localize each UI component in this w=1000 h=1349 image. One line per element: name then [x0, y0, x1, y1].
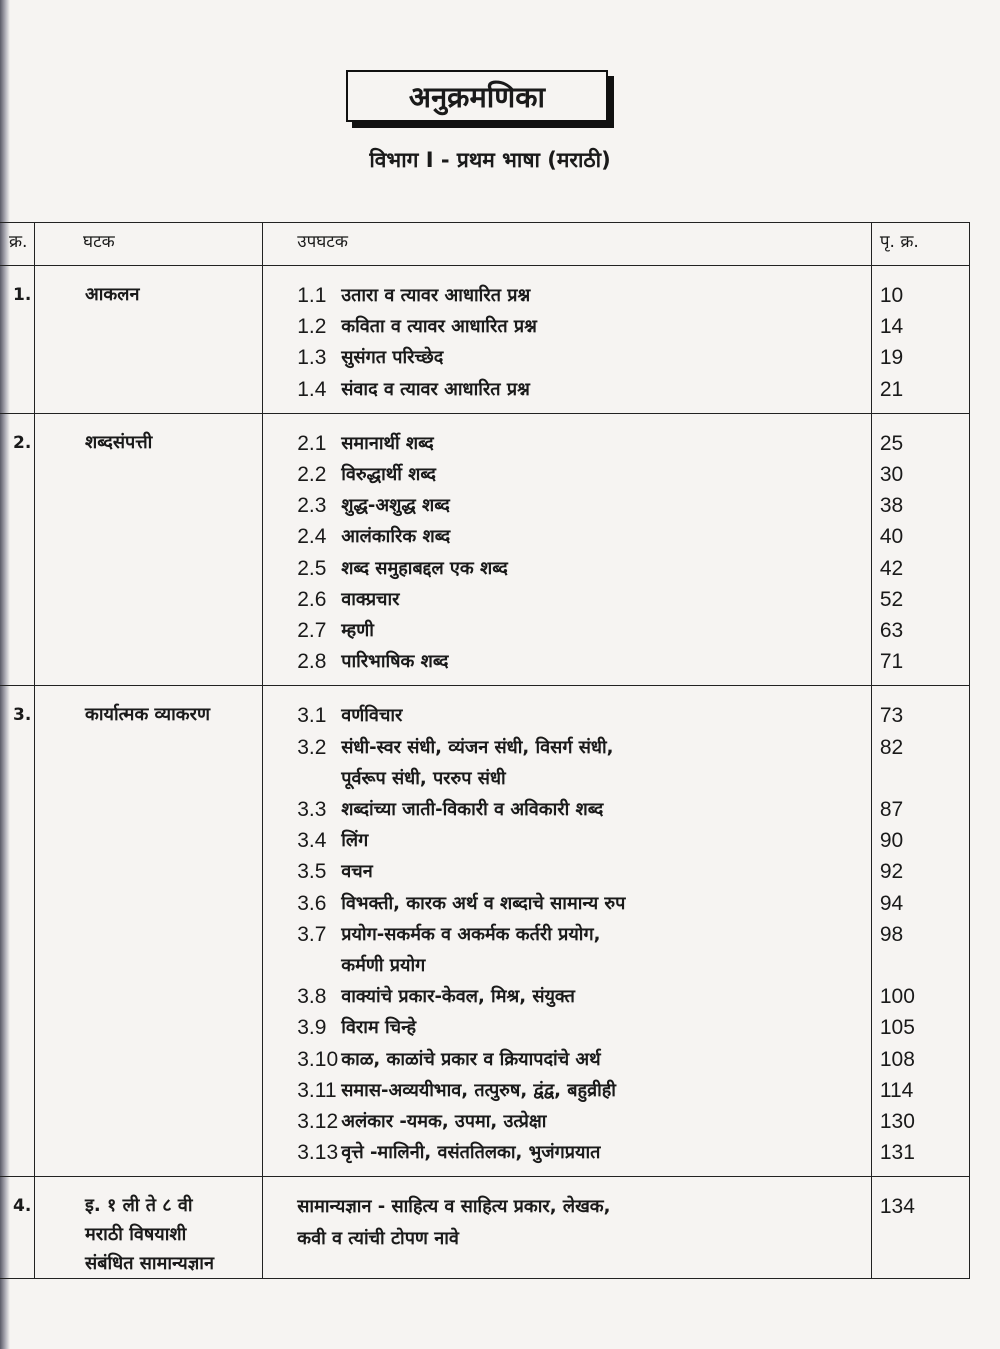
subtopic-text: विराम चिन्हे	[341, 1017, 417, 1039]
subtopic-item	[297, 1106, 871, 1137]
table-header-row	[0, 223, 970, 266]
subtopic-continuation: पूर्वरूप संधी, पररुप संधी	[341, 767, 506, 789]
page-number: 63	[879, 618, 904, 642]
subtopic-item	[297, 825, 871, 856]
section-ghatak	[35, 1177, 263, 1279]
subtopic-text: वचन	[341, 861, 373, 883]
subtopic-id: 3.10	[297, 1047, 339, 1071]
subtopic-id: 1.2	[297, 315, 327, 339]
page-number: 134	[879, 1195, 915, 1219]
ghatak-line: इ. १ ली ते ८ वी	[85, 1195, 193, 1217]
subtopic-id: 3.8	[297, 985, 327, 1009]
subtopic-id: 2.7	[297, 619, 327, 643]
subtopic-text: आलंकारिक शब्द	[341, 526, 451, 548]
subtopic-id: 3.12	[297, 1110, 339, 1134]
ghatak-line: मराठी विषयाशी	[85, 1224, 187, 1246]
subtopic-id: 3.9	[297, 1016, 327, 1040]
page-number: 73	[879, 704, 904, 728]
page-number: 94	[879, 891, 904, 915]
subtopic-item	[297, 794, 871, 825]
subtopic-item	[297, 459, 871, 490]
page-number: 114	[879, 1078, 914, 1102]
subtopic-item	[297, 428, 871, 459]
page-spacer	[880, 763, 969, 794]
subtopic-id: 3.13	[297, 1141, 339, 1165]
subtopic-item	[297, 1012, 871, 1043]
section-subtopics	[263, 1177, 872, 1279]
page-number: 40	[879, 525, 904, 549]
section-number: 1.	[0, 266, 35, 414]
subtopic-text: शब्दांच्या जाती-विकारी व अविकारी शब्द	[341, 799, 604, 821]
page-number: 130	[879, 1109, 915, 1133]
subtopic-text: शब्द समुहाबद्दल एक शब्द	[341, 557, 508, 579]
subtopic-id: 3.4	[297, 829, 327, 853]
section-row-2	[0, 413, 970, 686]
subtopic-item	[297, 1044, 871, 1075]
subtopic-text: संधी-स्वर संधी, व्यंजन संधी, विसर्ग संधी,	[341, 736, 614, 758]
subtopic-id: 3.6	[297, 891, 327, 915]
section-subtopics	[263, 413, 872, 686]
subtopic-text: सामान्यज्ञान - साहित्य व साहित्य प्रकार, लेखक,	[297, 1196, 611, 1218]
subtopic-item	[297, 280, 871, 311]
page-number: 98	[879, 922, 904, 946]
subtopic-text: कवी व त्यांची टोपण नावे	[297, 1227, 459, 1249]
subtopic-item	[297, 584, 871, 615]
page-number: 21	[879, 377, 904, 401]
subtopic-item	[297, 700, 871, 731]
subtopic-text: म्हणी	[341, 620, 374, 642]
subtopic-item	[297, 615, 871, 646]
subtopic-text: विरुद्धार्थी शब्द	[341, 464, 436, 486]
page-number: 10	[879, 284, 904, 307]
subtopic-id: 2.8	[297, 650, 327, 674]
subtopic-id: 1.4	[297, 377, 327, 401]
subtopic-id: 3.7	[297, 922, 327, 946]
header-upghatak: उपघटक	[263, 223, 872, 266]
header-page: पृ. क्र.	[871, 223, 969, 266]
page-number: 105	[879, 1016, 915, 1040]
section-pages	[871, 686, 969, 1177]
section-pages	[871, 1177, 969, 1279]
page-number: 131	[879, 1141, 915, 1165]
subtopic-item	[297, 1137, 871, 1168]
subtopic-id: 2.3	[297, 494, 327, 518]
subtopic-item	[297, 342, 871, 373]
subtopic-item	[297, 856, 871, 887]
section-pages	[871, 413, 969, 686]
page-number: 42	[879, 556, 904, 580]
section-pages	[871, 266, 969, 414]
header-ghatak: घटक	[35, 223, 263, 266]
subtopic-item	[297, 553, 871, 584]
page-number: 14	[879, 315, 904, 339]
subtopic-text: समास-अव्ययीभाव, तत्पुरुष, द्वंद्व, बहुव्रीही	[341, 1079, 616, 1101]
subtopic-text: शुद्ध-अशुद्ध शब्द	[341, 495, 450, 517]
subtopic-text: वाक्यांचे प्रकार-केवल, मिश्र, संयुक्त	[341, 986, 575, 1008]
page-number: 71	[879, 650, 904, 674]
page-number: 30	[879, 463, 904, 486]
section-number: 3.	[0, 686, 35, 1177]
page-spacer	[880, 950, 969, 981]
subtopic-text: वाक्प्रचार	[341, 588, 400, 610]
subtopic-id: 1.1	[297, 284, 327, 307]
subtopic-id: 2.4	[297, 525, 327, 549]
page-number: 19	[879, 346, 904, 370]
subtopic-id: 2.6	[297, 587, 327, 611]
section-number: 4.	[0, 1177, 35, 1279]
page-number: 100	[879, 985, 915, 1009]
section-subtopics	[263, 686, 872, 1177]
subtopic-text: अलंकार -यमक, उपमा, उत्प्रेक्षा	[341, 1111, 547, 1133]
subtopic-item	[297, 888, 871, 919]
section-subtitle	[0, 146, 1000, 174]
section-row-3	[0, 686, 970, 1177]
table-body	[0, 266, 970, 1279]
subtopic-item	[297, 311, 871, 342]
subtopic-id: 3.1	[297, 704, 327, 728]
page-number: 25	[879, 431, 904, 455]
subtopic-item	[297, 919, 871, 950]
section-ghatak: शब्दसंपत्ती	[35, 413, 263, 686]
subtopic-continuation: कर्मणी प्रयोग	[341, 955, 426, 977]
subtopic-text: वृत्ते -मालिनी, वसंततिलका, भुजंगप्रयात	[341, 1142, 601, 1164]
subtopic-text: काळ, काळांचे प्रकार व क्रियापदांचे अर्थ	[341, 1048, 601, 1070]
subtopic-text: संवाद व त्यावर आधारित प्रश्न	[341, 378, 530, 400]
subtopic-id: 3.2	[297, 735, 327, 759]
subtopic-text: पारिभाषिक शब्द	[341, 651, 449, 673]
contents-table	[0, 222, 970, 1279]
subtopic-item	[297, 981, 871, 1012]
subtopic-id: 3.5	[297, 860, 327, 884]
section-number: 2.	[0, 413, 35, 686]
title-frame	[346, 70, 608, 122]
subtopic-text: लिंग	[341, 830, 369, 852]
subtopic-id: 3.11	[297, 1078, 337, 1102]
page-number: 82	[879, 735, 904, 759]
subtopic-id: 2.1	[297, 431, 327, 455]
subtopic-text: प्रयोग-सकर्मक व अकर्मक कर्तरी प्रयोग,	[341, 923, 601, 945]
section-ghatak: आकलन	[35, 266, 263, 414]
section-subtopics	[263, 266, 872, 414]
subtopic-text: सुसंगत परिच्छेद	[341, 347, 444, 369]
ghatak-line: संबंधित सामान्यज्ञान	[85, 1253, 214, 1275]
section-row-4	[0, 1177, 970, 1279]
header-num: क्र.	[0, 223, 35, 266]
subtopic-text: उतारा व त्यावर आधारित प्रश्न	[341, 285, 531, 306]
page-number: 38	[879, 494, 904, 518]
subtopic-id: 1.3	[297, 346, 327, 370]
subtopic-item	[297, 521, 871, 552]
subtopic-item	[297, 490, 871, 521]
section-ghatak: कार्यात्मक व्याकरण	[35, 686, 263, 1177]
page-number: 87	[879, 798, 904, 821]
subtopic-id: 2.5	[297, 556, 327, 580]
section-row-1	[0, 266, 970, 414]
subtopic-item	[297, 1075, 871, 1106]
subtopic-text: विभक्ती, कारक अर्थ व शब्दाचे सामान्य रुप	[341, 892, 626, 914]
subtopic-id: 3.3	[297, 798, 327, 822]
page-title: अनुक्रमणिका	[346, 70, 608, 122]
page-number: 90	[879, 829, 904, 853]
page-number: 92	[879, 860, 904, 884]
subtopic-text: कविता व त्यावर आधारित प्रश्न	[341, 316, 537, 338]
subtopic-item	[297, 732, 871, 763]
subtopic-text: समानार्थी शब्द	[341, 432, 434, 454]
page-number: 52	[879, 587, 904, 611]
subtopic-item	[297, 646, 871, 677]
page-number: 108	[879, 1047, 915, 1071]
subtopic-text: वर्णविचार	[341, 705, 403, 727]
subtopic-item	[297, 374, 871, 405]
subtitle-text: विभाग I - प्रथम भाषा (मराठी)	[369, 148, 611, 172]
subtopic-id: 2.2	[297, 463, 327, 487]
